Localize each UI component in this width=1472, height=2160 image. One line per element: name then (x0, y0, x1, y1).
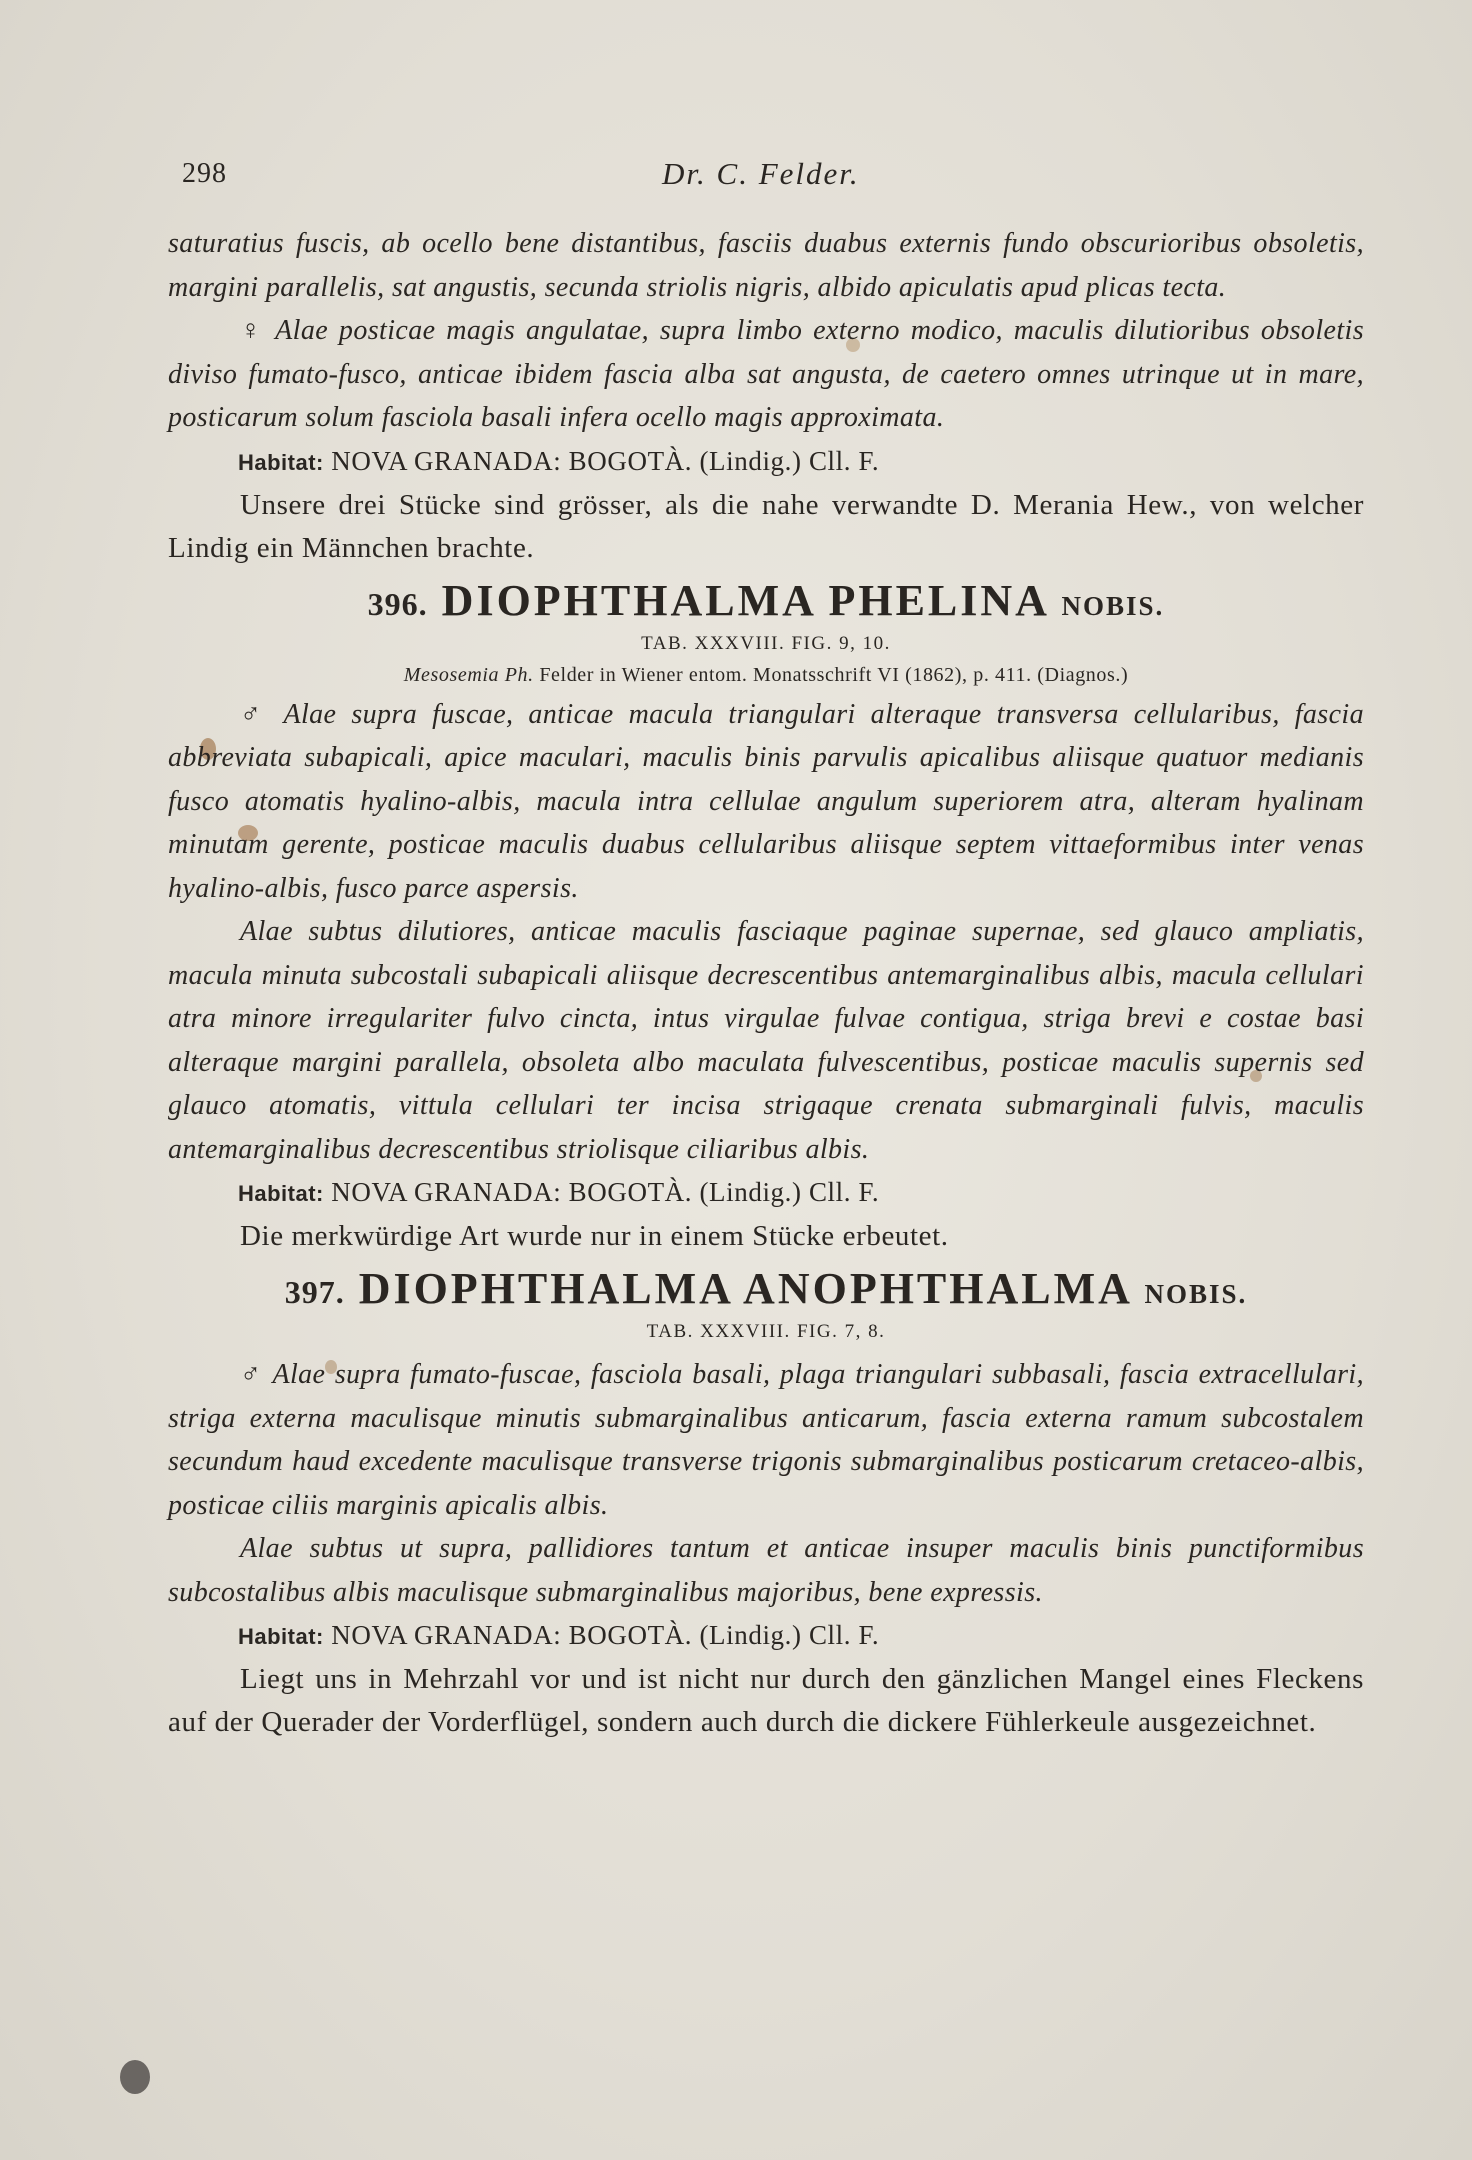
synonym-citation (168, 657, 1364, 693)
species-author: NOBIS. (1144, 1279, 1248, 1309)
habitat-label: Habitat: (238, 1624, 324, 1649)
foxing-stain (120, 2060, 150, 2094)
habitat-text: NOVA GRANADA: BOGOTÀ. (Lindig.) Cll. F. (323, 1620, 880, 1650)
synonym-name: Mesosemia Ph. (403, 663, 534, 686)
female-description-paragraph: ♀ Alae posticae magis angulatae, supra limbo externo modico, maculis dilutioribus obsoletis diviso fumato-fusco, anticae ibidem fascia alba sat angusta, de caetero omnes utrinque ut in mare, posticarum solum fasciola basali infera ocello magis approximata. (168, 315, 1364, 433)
habitat-text: NOVA GRANADA: BOGOTÀ. (Lindig.) Cll. F. (323, 1177, 880, 1207)
species-heading (168, 576, 1364, 631)
species-author: NOBIS. (1061, 590, 1165, 621)
male-description-paragraph: ♂ Alae supra fumato-fuscae, fasciola basali, plaga triangulari subbasali, fascia extracellulari, striga externa maculisque minutis submarginalibus anticarum, fascia externa ramum subcostalem secundum haud excedente maculisque transverse trigonis submarginalibus posticarum cretaceo-albis, posticae ciliis marginis apicalis albis. (168, 1359, 1364, 1521)
synonym-reference: Felder in Wiener entom. Monatsschrift VI (1862), p. 411. (Diagnos.) (533, 663, 1129, 686)
german-remark: Die merkwürdige Art wurde nur in einem Stücke erbeutet. (240, 1220, 949, 1252)
german-remark: Liegt uns in Mehrzahl vor und ist nicht nur durch den gänzlichen Mangel eines Fleckens auf der Querader der Vorderflügel, sondern auch durch die dickere Fühlerkeule ausgezeichnet. (168, 1663, 1364, 1738)
habitat-line (168, 1171, 1364, 1215)
species-name: DIOPHTHALMA ANOPHTHALMA (358, 1264, 1131, 1313)
plate-reference: TAB. XXXVIII. FIG. 9, 10. (641, 632, 891, 654)
habitat-line (168, 440, 1364, 484)
species-number: 396. (367, 585, 428, 622)
underside-description-paragraph: Alae subtus ut supra, pallidiores tantum et anticae insuper maculis binis punctiformibus subcostalibus albis maculisque submarginalibus majoribus, bene expressis. (168, 1533, 1364, 1608)
habitat-label: Habitat: (238, 1181, 324, 1206)
habitat-line (168, 1614, 1364, 1658)
german-remark: Unsere drei Stücke sind grösser, als die nahe verwandte D. Merania Hew., von welcher Lindig ein Männchen brachte. (168, 488, 1364, 564)
page-body (168, 222, 1364, 1744)
species-heading (168, 1264, 1364, 1319)
page-number: 298 (182, 158, 227, 189)
running-header (182, 158, 1372, 198)
description-paragraph: saturatius fuscis, ab ocello bene distantibus, fasciis duabus externis fundo obscurioribus obsoletis, margini parallelis, sat angustis, secunda striolis nigris, albido apiculatis apud plicas tecta. (168, 228, 1364, 303)
running-head-author: Dr. C. Felder. (662, 156, 860, 191)
habitat-label: Habitat: (238, 449, 324, 475)
habitat-text: NOVA GRANADA: BOGOTÀ. (Lindig.) Cll. F. (323, 445, 880, 476)
species-name: DIOPHTHALMA PHELINA (441, 575, 1048, 625)
male-description-paragraph: ♂ Alae supra fuscae, anticae macula triangulari alteraque transversa cellularibus, fascia abbreviata subapicali, apice maculari, maculis binis parvulis apicalibus aliisque quatuor medianis fusco atomatis hyalino-albis, macula intra cellulae angulum superiorem atra, alteram hyalinam minutam gerente, posticae maculis duabus cellularibus aliisque septem vittaeformibus inter venas hyalino-albis, fusco parce aspersis. (168, 698, 1364, 904)
plate-reference: TAB. XXXVIII. FIG. 7, 8. (646, 1321, 886, 1342)
species-number: 397. (284, 1274, 345, 1310)
underside-description-paragraph: Alae subtus dilutiores, anticae maculis fasciaque paginae supernae, sed glauco ampliatis, macula minuta subcostali subapicali aliisque decrescentibus antemarginalibus albis, macula cellulari atra minore irregulariter fulvo cincta, intus virgulae fulvae contigua, striga brevi e costae basi alteraque margini parallela, obsoleta albo maculata fulvescentibus, posticae maculis supernis sed glauco atomatis, vittula cellulari ter incisa strigaque crenata submarginali fulvis, maculis antemarginalibus decrescentibus striolisque ciliaribus albis. (168, 916, 1364, 1165)
